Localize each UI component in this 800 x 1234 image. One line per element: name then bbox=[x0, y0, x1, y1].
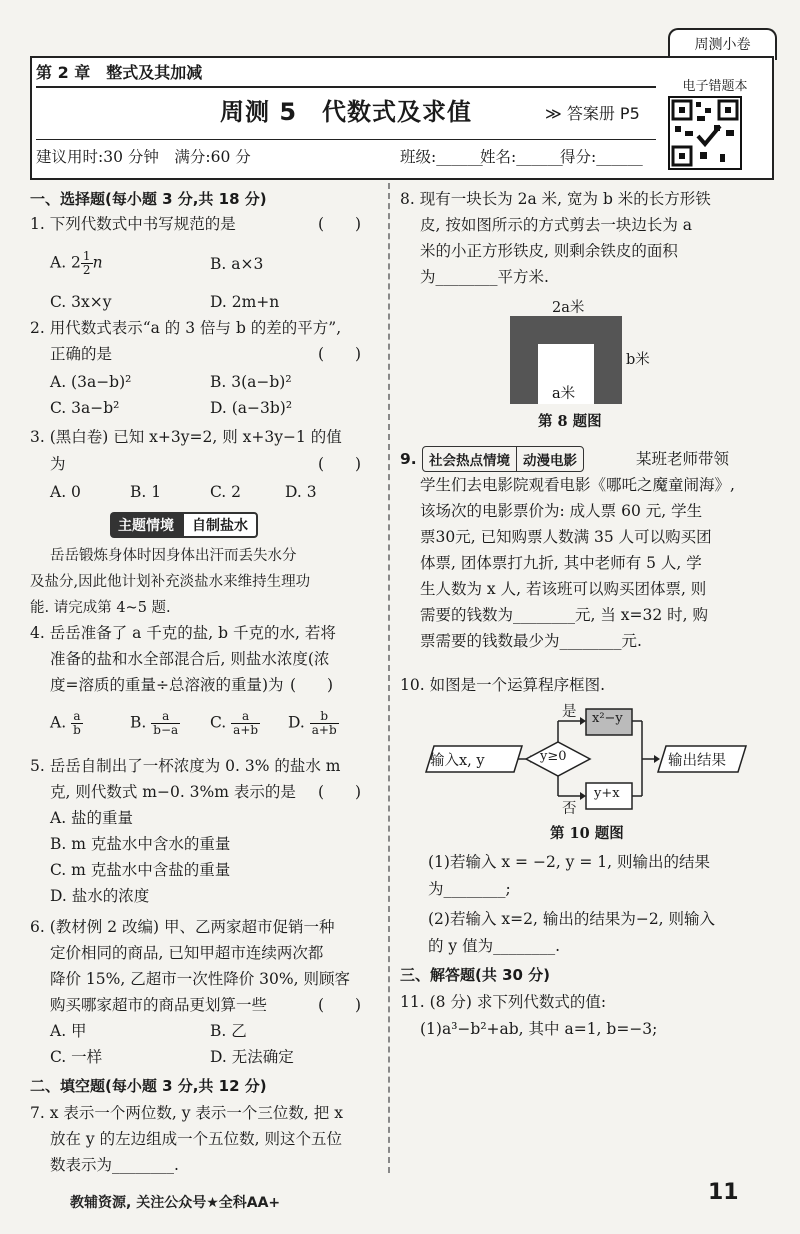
option-a: A. 甲 bbox=[50, 1022, 87, 1040]
question-5-stem: 5. 岳岳自制出了一杯浓度为 0. 3% 的盐水 m bbox=[30, 757, 341, 775]
sheet-figure bbox=[510, 316, 622, 404]
theme-text: 岳岳锻炼身体时因身体出汗而丢失水分 bbox=[50, 548, 297, 564]
option-d: D. 无法确定 bbox=[210, 1048, 294, 1066]
option-a: A. 0 bbox=[50, 483, 81, 501]
question-2-stem-cont: 正确的是 bbox=[50, 345, 113, 363]
flowchart-input-label: 输入x, y bbox=[430, 753, 485, 769]
corner-tab: 周测小卷 bbox=[668, 28, 777, 60]
option-a: A. 盐的重量 bbox=[50, 809, 134, 827]
question-8-stem: 8. 现有一块长为 2a 米, 宽为 b 米的长方形铁 bbox=[400, 190, 711, 208]
question-9-stem: 某班老师带领 bbox=[636, 450, 730, 468]
qr-code-icon[interactable] bbox=[668, 96, 742, 170]
option-a: A. (3a−b)² bbox=[50, 373, 132, 391]
option-b: B. $\frac{a}{b-a}$ bbox=[130, 709, 179, 737]
option-a: A. $\frac{a}{b}$ bbox=[50, 709, 81, 737]
question-8-stem: 米的小正方形铁皮, 则剩余铁皮的面积 bbox=[420, 242, 678, 260]
question-9-stem: 需要的钱数为________元, 当 x=32 时, 购 bbox=[420, 606, 709, 624]
option-b: B. m 克盐水中含水的重量 bbox=[50, 835, 231, 853]
figure-label: a米 bbox=[552, 386, 576, 402]
divider bbox=[36, 86, 656, 88]
option-c: C. 一样 bbox=[50, 1048, 103, 1066]
question-6-stem: 降价 15%, 乙超市一次性降价 30%, 则顾客 bbox=[50, 970, 350, 988]
question-10-stem: 10. 如图是一个运算程序框图. bbox=[400, 676, 606, 694]
question-7-stem: 数表示为________. bbox=[50, 1156, 179, 1174]
question-8-stem: 皮, 按如图所示的方式剪去一块边长为 a bbox=[420, 216, 693, 234]
option-d: D. (a−3b)² bbox=[210, 399, 293, 417]
hot-topic-tag: 社会热点情境 动漫电影 bbox=[422, 446, 584, 472]
chapter-label: 第 2 章 整式及其加减 bbox=[36, 63, 203, 82]
question-3-stem-cont: 为 bbox=[50, 455, 66, 473]
question-6-stem: 6. (教材例 2 改编) 甲、乙两家超市促销一种 bbox=[30, 918, 335, 936]
page-number: 11 bbox=[708, 1180, 739, 1205]
answer-bracket: ( ) bbox=[318, 996, 362, 1014]
answer-bracket: ( ) bbox=[318, 345, 362, 363]
fraction: $\frac{1}{2}$ bbox=[82, 249, 91, 277]
flowchart-op-no-label: y+x bbox=[594, 786, 620, 801]
figure-caption: 第 10 题图 bbox=[550, 825, 624, 842]
option-d: D. 3 bbox=[285, 483, 317, 501]
flowchart-condition-label: y≥0 bbox=[540, 749, 567, 764]
theme-text: 能. 请完成第 4~5 题. bbox=[30, 600, 171, 616]
question-10-part: (2)若输入 x=2, 输出的结果为−2, 则输入 bbox=[428, 910, 716, 928]
score-field: 得分:______ bbox=[560, 148, 643, 166]
divider bbox=[36, 139, 656, 140]
flowchart-output-label: 输出结果 bbox=[668, 753, 726, 769]
theme-text: 及盐分,因此他计划补充淡盐水来维持生理功 bbox=[30, 574, 311, 590]
question-9-stem: 该场次的电影票价为: 成人票 60 元, 学生 bbox=[420, 502, 703, 520]
section-heading: 三、解答题(共 30 分) bbox=[400, 966, 551, 984]
option-b: B. 乙 bbox=[210, 1022, 247, 1040]
flowchart-no-label: 否 bbox=[562, 801, 577, 817]
qr-label: 电子错题本 bbox=[682, 79, 748, 94]
question-9-number: 9. bbox=[400, 450, 417, 468]
question-10-part: (1)若输入 x = −2, y = 1, 则输出的结果 bbox=[428, 853, 710, 871]
time-score-info: 建议用时:30 分钟 满分:60 分 bbox=[36, 148, 251, 166]
option-c: C. 3a−b² bbox=[50, 399, 120, 417]
answer-reference: ≫ 答案册 P5 bbox=[545, 104, 640, 123]
option-d: D. 2m+n bbox=[210, 293, 280, 311]
question-8-stem: 为________平方米. bbox=[420, 268, 549, 286]
option-c: C. 3x×y bbox=[50, 293, 112, 311]
question-1-stem: 1. 下列代数式中书写规范的是 bbox=[30, 215, 236, 233]
question-3-stem: 3. (黑白卷) 已知 x+3y=2, 则 x+3y−1 的值 bbox=[30, 428, 342, 446]
answer-bracket: ( ) bbox=[290, 676, 334, 694]
question-4-stem: 4. 岳岳准备了 a 千克的盐, b 千克的水, 若将 bbox=[30, 624, 336, 642]
question-9-stem: 学生们去电影院观看电影《哪吒之魔童闹海》, bbox=[420, 476, 735, 494]
question-2-stem: 2. 用代数式表示“a 的 3 倍与 b 的差的平方”, bbox=[30, 319, 342, 337]
question-9-stem: 体票, 团体票打九折, 其中老师有 5 人, 学 bbox=[420, 554, 702, 572]
figure-caption: 第 8 题图 bbox=[538, 413, 602, 430]
answer-bracket: ( ) bbox=[318, 783, 362, 801]
option-b: B. 1 bbox=[130, 483, 162, 501]
option-c: C. $\frac{a}{a+b}$ bbox=[210, 709, 259, 737]
option-d: D. $\frac{b}{a+b}$ bbox=[288, 709, 337, 737]
section-heading: 二、填空题(每小题 3 分,共 12 分) bbox=[30, 1077, 267, 1095]
option-b: B. 3(a−b)² bbox=[210, 373, 292, 391]
question-4-stem: 度=溶质的重量÷总溶液的重量)为 bbox=[50, 676, 284, 694]
question-10-part: 为________; bbox=[428, 880, 511, 898]
question-5-stem: 克, 则代数式 m−0. 3%m 表示的是 bbox=[50, 783, 296, 801]
option-c: C. 2 bbox=[210, 483, 242, 501]
question-6-stem: 定价相同的商品, 已知甲超市连续两次都 bbox=[50, 944, 324, 962]
answer-bracket: ( ) bbox=[318, 215, 362, 233]
option-d: D. 盐水的浓度 bbox=[50, 887, 150, 905]
name-field: 姓名:______ bbox=[480, 148, 563, 166]
question-7-stem: 7. x 表示一个两位数, y 表示一个三位数, 把 x bbox=[30, 1104, 343, 1122]
question-9-stem: 票30元, 已知购票人数满 35 人可以购买团 bbox=[420, 528, 712, 546]
option-a: A. 2 $\frac{1}{2}$ n bbox=[50, 249, 103, 277]
option-c: C. m 克盐水中含盐的重量 bbox=[50, 861, 231, 879]
figure-label: b米 bbox=[626, 352, 650, 368]
class-field: 班级:______ bbox=[400, 148, 483, 166]
flowchart-op-yes-label: x²−y bbox=[592, 711, 623, 726]
theme-tag: 主题情境 自制盐水 bbox=[110, 512, 258, 538]
page-title: 周测 5 代数式及求值 bbox=[220, 98, 473, 126]
question-10-part: 的 y 值为________. bbox=[428, 937, 561, 955]
figure-label: 2a米 bbox=[552, 300, 585, 316]
question-11-part: (1)a³−b²+ab, 其中 a=1, b=−3; bbox=[420, 1020, 658, 1038]
flowchart-yes-label: 是 bbox=[562, 704, 577, 720]
question-7-stem: 放在 y 的左边组成一个五位数, 则这个五位 bbox=[50, 1130, 342, 1148]
question-4-stem: 准备的盐和水全部混合后, 则盐水浓度(浓 bbox=[50, 650, 330, 668]
question-11-stem: 11. (8 分) 求下列代数式的值: bbox=[400, 993, 607, 1011]
question-9-stem: 生人数为 x 人, 若该班可以购买团体票, 则 bbox=[420, 580, 707, 598]
footer-text: 教辅资源, 关注公众号★全科AA+ bbox=[70, 1195, 281, 1211]
answer-bracket: ( ) bbox=[318, 455, 362, 473]
question-6-stem: 购买哪家超市的商品更划算一些 bbox=[50, 996, 268, 1014]
section-heading: 一、选择题(每小题 3 分,共 18 分) bbox=[30, 190, 267, 208]
option-b: B. a×3 bbox=[210, 255, 264, 273]
question-9-stem: 票需要的钱数最少为________元. bbox=[420, 632, 642, 650]
column-divider bbox=[388, 183, 390, 1173]
